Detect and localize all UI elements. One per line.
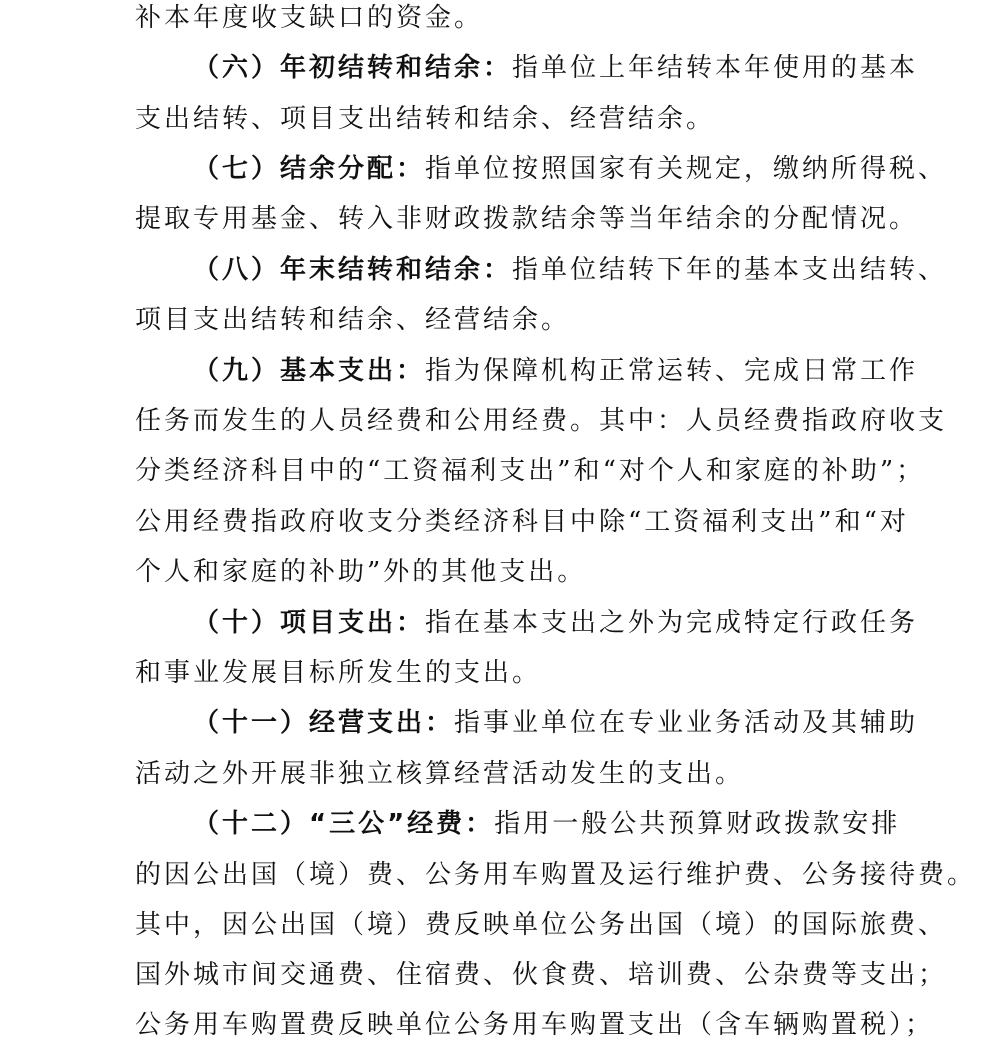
text-line <box>135 907 947 957</box>
term-label: （八）年末结转和结余： <box>193 255 513 285</box>
line-text: 和事业发展目标所发生的支出。 <box>135 658 542 688</box>
line-text: 提取专用基金、转入非财政拨款结余等当年结余的分配情况。 <box>135 204 919 234</box>
text-line <box>135 655 541 705</box>
paragraph-eight-heading-line <box>135 252 947 302</box>
text-line <box>135 302 570 352</box>
paragraph-ten-heading-line <box>135 605 918 655</box>
line-text: 指事业单位在专业业务活动及其辅助 <box>454 708 919 738</box>
line-text: 支出结转、项目支出结转和结余、经营结余。 <box>135 104 716 134</box>
text-line <box>135 554 586 604</box>
line-text: 指单位上年结转本年使用的基本 <box>512 53 919 83</box>
paragraph-nine-heading-line <box>135 353 918 403</box>
term-label: （六）年初结转和结余： <box>193 53 513 83</box>
term-label: （七）结余分配： <box>193 154 426 184</box>
text-line <box>135 201 918 251</box>
text-line <box>135 101 715 151</box>
text-line <box>135 957 947 1007</box>
line-text: 指单位按照国家有关规定，缴纳所得税、 <box>425 154 948 184</box>
text-line <box>135 0 483 50</box>
line-text: 公用经费指政府收支分类经济科目中除“工资福利支出”和“对 <box>135 507 909 537</box>
line-text: 其中，因公出国（境）费反映单位公务出国（境）的国际旅费、 <box>135 910 948 940</box>
text-line <box>135 756 744 806</box>
line-text: 分类经济科目中的“工资福利支出”和“对个人和家庭的补助”； <box>135 456 926 486</box>
paragraph-eleven-heading-line <box>135 705 918 755</box>
text-line <box>135 453 925 503</box>
text-line <box>135 1007 934 1057</box>
document-page <box>135 0 977 1043</box>
line-text: 指为保障机构正常运转、完成日常工作 <box>425 356 919 386</box>
term-label: （十）项目支出： <box>193 608 426 638</box>
line-text: 指用一般公共预算财政拨款安排 <box>494 809 901 839</box>
line-text: 公务用车购置费反映单位公务用车购置支出（含车辆购置税）； <box>135 1010 935 1040</box>
text-line <box>135 403 947 453</box>
term-label: （十一）经营支出： <box>193 708 455 738</box>
line-text: 指单位结转下年的基本支出结转、 <box>512 255 948 285</box>
line-text: 指在基本支出之外为完成特定行政任务 <box>425 608 919 638</box>
term-label: （九）基本支出： <box>193 356 426 386</box>
paragraph-six-heading-line <box>135 50 918 100</box>
paragraph-seven-heading-line <box>135 151 947 201</box>
text-line <box>135 504 909 554</box>
line-text: 国外城市间交通费、住宿费、伙食费、培训费、公杂费等支出； <box>135 960 948 990</box>
paragraph-twelve-heading-line <box>135 806 900 856</box>
text-line <box>135 857 976 907</box>
term-label: （十二）“三公”经费： <box>193 809 495 839</box>
line-text: 补本年度收支缺口的资金。 <box>135 3 484 33</box>
line-text: 任务而发生的人员经费和公用经费。其中：人员经费指政府收支 <box>135 406 948 436</box>
line-text: 的因公出国（境）费、公务用车购置及运行维护费、公务接待费。 <box>135 860 977 890</box>
line-text: 项目支出结转和结余、经营结余。 <box>135 305 571 335</box>
line-text: 个人和家庭的补助”外的其他支出。 <box>135 557 587 587</box>
line-text: 活动之外开展非独立核算经营活动发生的支出。 <box>135 759 745 789</box>
